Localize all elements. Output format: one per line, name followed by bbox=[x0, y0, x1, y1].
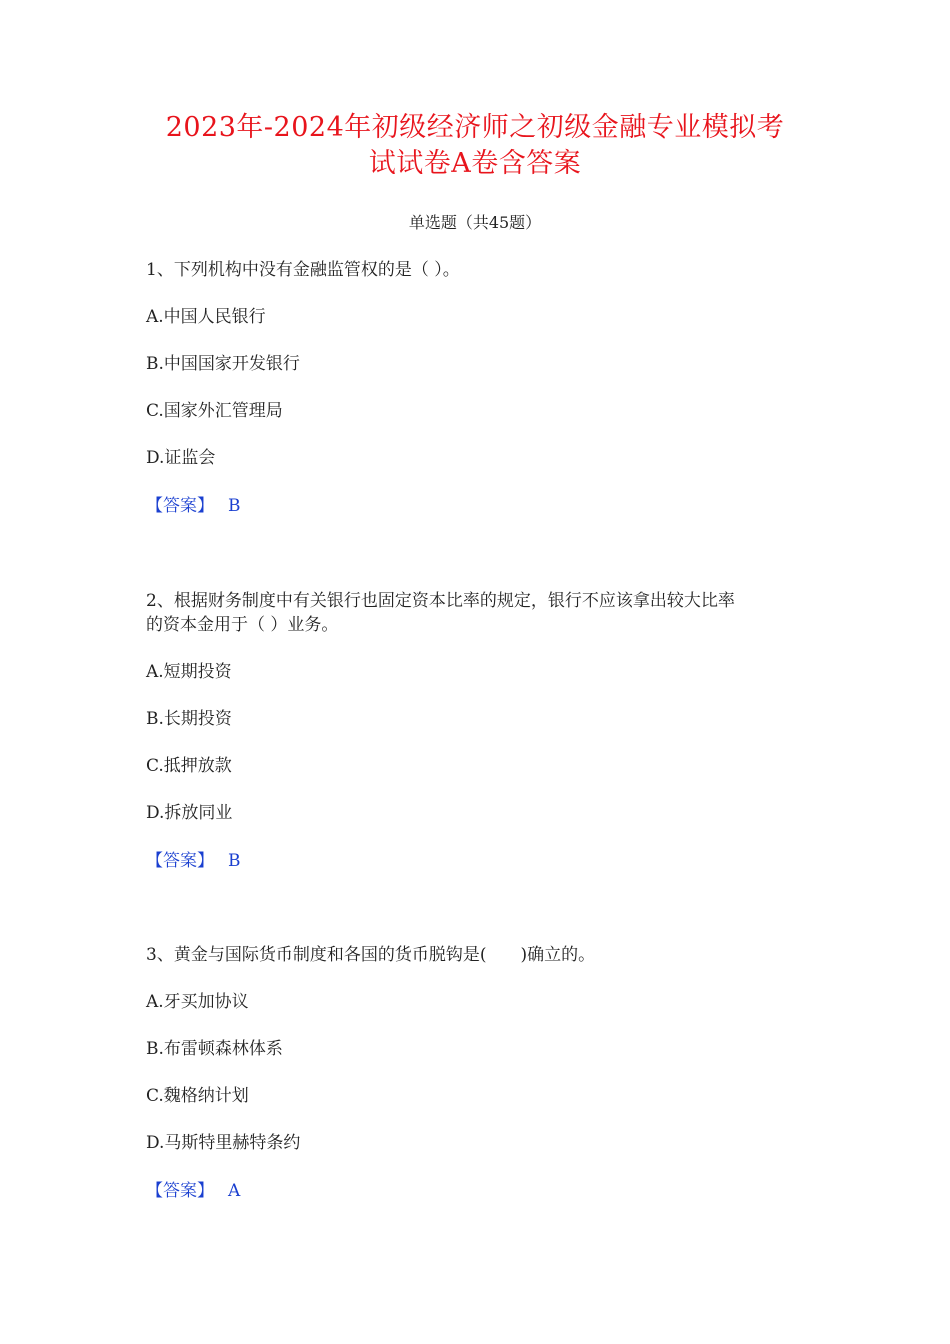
answer-value: B bbox=[228, 851, 241, 871]
question-1-answer bbox=[146, 494, 241, 518]
question-2-answer bbox=[146, 849, 241, 873]
answer-label: 【答案】 bbox=[146, 851, 214, 871]
question-3-option-d: D.马斯特里赫特条约 bbox=[146, 1133, 301, 1153]
question-1-option-d: D.证监会 bbox=[146, 448, 216, 468]
document-title-line-2: 试试卷A卷含答案 bbox=[368, 148, 582, 179]
question-2-option-a: A.短期投资 bbox=[146, 662, 232, 682]
question-2-option-c: C.抵押放款 bbox=[146, 756, 232, 776]
question-3-stem: 3、黄金与国际货币制度和各国的货币脱钩是( )确立的。 bbox=[146, 945, 596, 965]
answer-value: A bbox=[228, 1181, 241, 1201]
question-3-option-c: C.魏格纳计划 bbox=[146, 1086, 249, 1106]
question-3-option-b: B.布雷顿森林体系 bbox=[146, 1039, 283, 1059]
document-title-line-1: 2023年-2024年初级经济师之初级金融专业模拟考 bbox=[165, 112, 785, 143]
question-1-option-b: B.中国国家开发银行 bbox=[146, 354, 300, 374]
answer-label: 【答案】 bbox=[146, 496, 214, 516]
question-1-stem: 1、下列机构中没有金融监管权的是（ ）。 bbox=[146, 260, 460, 280]
question-1-option-a: A.中国人民银行 bbox=[146, 307, 266, 327]
question-2-option-d: D.拆放同业 bbox=[146, 803, 233, 823]
answer-value: B bbox=[228, 496, 241, 516]
question-1-option-c: C.国家外汇管理局 bbox=[146, 401, 283, 421]
question-3-answer bbox=[146, 1179, 240, 1203]
question-3-option-a: A.牙买加协议 bbox=[146, 992, 249, 1012]
question-2-stem-line-2: 的资本金用于（ ）业务。 bbox=[146, 615, 339, 635]
question-2-stem-line-1: 2、根据财务制度中有关银行也固定资本比率的规定，银行不应该拿出较大比率 bbox=[146, 591, 735, 611]
section-heading: 单选题（共45题） bbox=[408, 213, 542, 232]
answer-label: 【答案】 bbox=[146, 1181, 214, 1201]
question-2-option-b: B.长期投资 bbox=[146, 709, 232, 729]
